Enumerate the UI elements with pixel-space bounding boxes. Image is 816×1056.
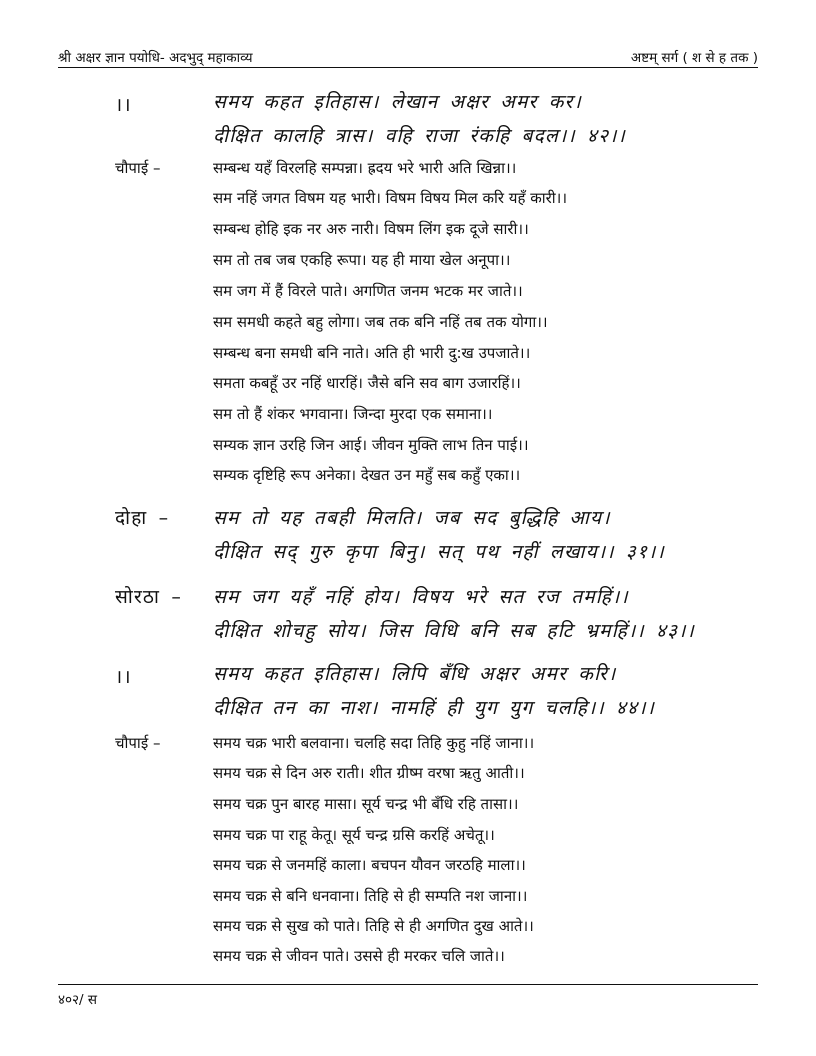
verse-line: सम्यक दृष्टिहि रूप अनेका। देखत उन महुँ सब कहुँ एका।। xyxy=(213,466,521,484)
verse-line: सम तो यह तबही मिलति। जब सद बुद्धिहि आय। xyxy=(213,507,611,529)
chapter-title: अष्टम् सर्ग ( श से ह तक ) xyxy=(630,50,758,66)
verse-label: सोरठा – xyxy=(115,586,183,608)
verse-line: समय चक्र पा राहू केतू। सूर्य चन्द्र ग्रसि करहिं अचेतू।। xyxy=(213,826,495,844)
page-number: ४०२/ स xyxy=(58,992,98,1008)
verse-label: चौपाई – xyxy=(115,734,161,752)
verse-marker: ।। xyxy=(115,94,132,116)
verse-line: समय चक्र से दिन अरु राती। शीत ग्रीष्म वरषा ऋतु आती।। xyxy=(213,764,525,782)
verse-line: समता कबहूँ उर नहिं धारहिं। जैसे बनि सव बाग उजारहिं।। xyxy=(213,374,521,392)
verse-line: सम्बन्ध होहि इक नर अरु नारी। विषम लिंग इक दूजे सारी।। xyxy=(213,220,529,238)
verse-line: दीक्षित कालहि त्रास। वहि राजा रंकहि बदल।। ४२।। xyxy=(213,125,626,147)
verse-line: समय चक्र भारी बलवाना। चलहि सदा तिहि कुहु नहिं जाना।। xyxy=(213,734,535,752)
verse-line: सम जग में हैं विरले पाते। अगणित जनम भटक मर जाते।। xyxy=(213,282,523,300)
verse-line: समय चक्र से जीवन पाते। उससे ही मरकर चलि जाते।। xyxy=(213,947,505,965)
verse-line: सम्बन्ध बना समधी बनि नाते। अति ही भारी दु:ख उपजाते।। xyxy=(213,344,531,362)
verse-line: सम जग यहँ नहिं होय। विषय भरे सत रज तमहिं।। xyxy=(213,586,629,608)
verse-line: सम तो तब जब एकहि रूपा। यह ही माया खेल अनूपा।। xyxy=(213,251,511,269)
footer-divider xyxy=(58,984,758,985)
header-divider xyxy=(58,67,758,68)
verse-line: समय कहत इतिहास। लिपि बँधि अक्षर अमर करि। xyxy=(213,663,617,685)
page-header xyxy=(58,40,758,66)
verse-label: दोहा – xyxy=(115,507,170,529)
verse-line: दीक्षित सद् गुरु कृपा बिनु। सत् पथ नहीं लखाय।। ३१।। xyxy=(213,541,665,563)
verse-line: सम नहिं जगत विषम यह भारी। विषम विषय मिल करि यहँ कारी।। xyxy=(213,189,568,207)
verse-line: दीक्षित तन का नाश। नामहिं ही युग युग चलहि।। ४४।। xyxy=(213,697,656,719)
verse-line: समय चक्र से सुख को पाते। तिहि से ही अगणित दुख आते।। xyxy=(213,917,534,935)
verse-marker: ।। xyxy=(115,666,132,688)
verse-line: सम समधी कहते बहु लोगा। जब तक बनि नहिं तब तक योगा।। xyxy=(213,313,548,331)
verse-line: समय चक्र पुन बारह मासा। सूर्य चन्द्र भी बँधि रहि तासा।। xyxy=(213,795,519,813)
verse-label: चौपाई – xyxy=(115,159,161,177)
verse-line: सम्यक ज्ञान उरहि जिन आई। जीवन मुक्ति लाभ तिन पाई।। xyxy=(213,436,529,454)
book-title: श्री अक्षर ज्ञान पयोधि- अदभुद् महाकाव्य xyxy=(58,50,253,66)
verse-line: सम तो हैं शंकर भगवाना। जिन्दा मुरदा एक समाना।। xyxy=(213,405,493,423)
verse-line: समय चक्र से बनि धनवाना। तिहि से ही सम्पति नश जाना।। xyxy=(213,887,528,905)
verse-line: समय चक्र से जनमहिं काला। बचपन यौवन जरठहि माला।। xyxy=(213,856,526,874)
verse-line: समय कहत इतिहास। लेखान अक्षर अमर कर। xyxy=(213,91,582,113)
verse-line: सम्बन्ध यहँ विरलहि सम्पन्ना। ह्रदय भरे भारी अति खिन्ना।। xyxy=(213,159,517,177)
verse-line: दीक्षित शोचहु सोय। जिस विधि बनि सब हटि भ्रमहिं।। ४३।। xyxy=(213,620,695,642)
